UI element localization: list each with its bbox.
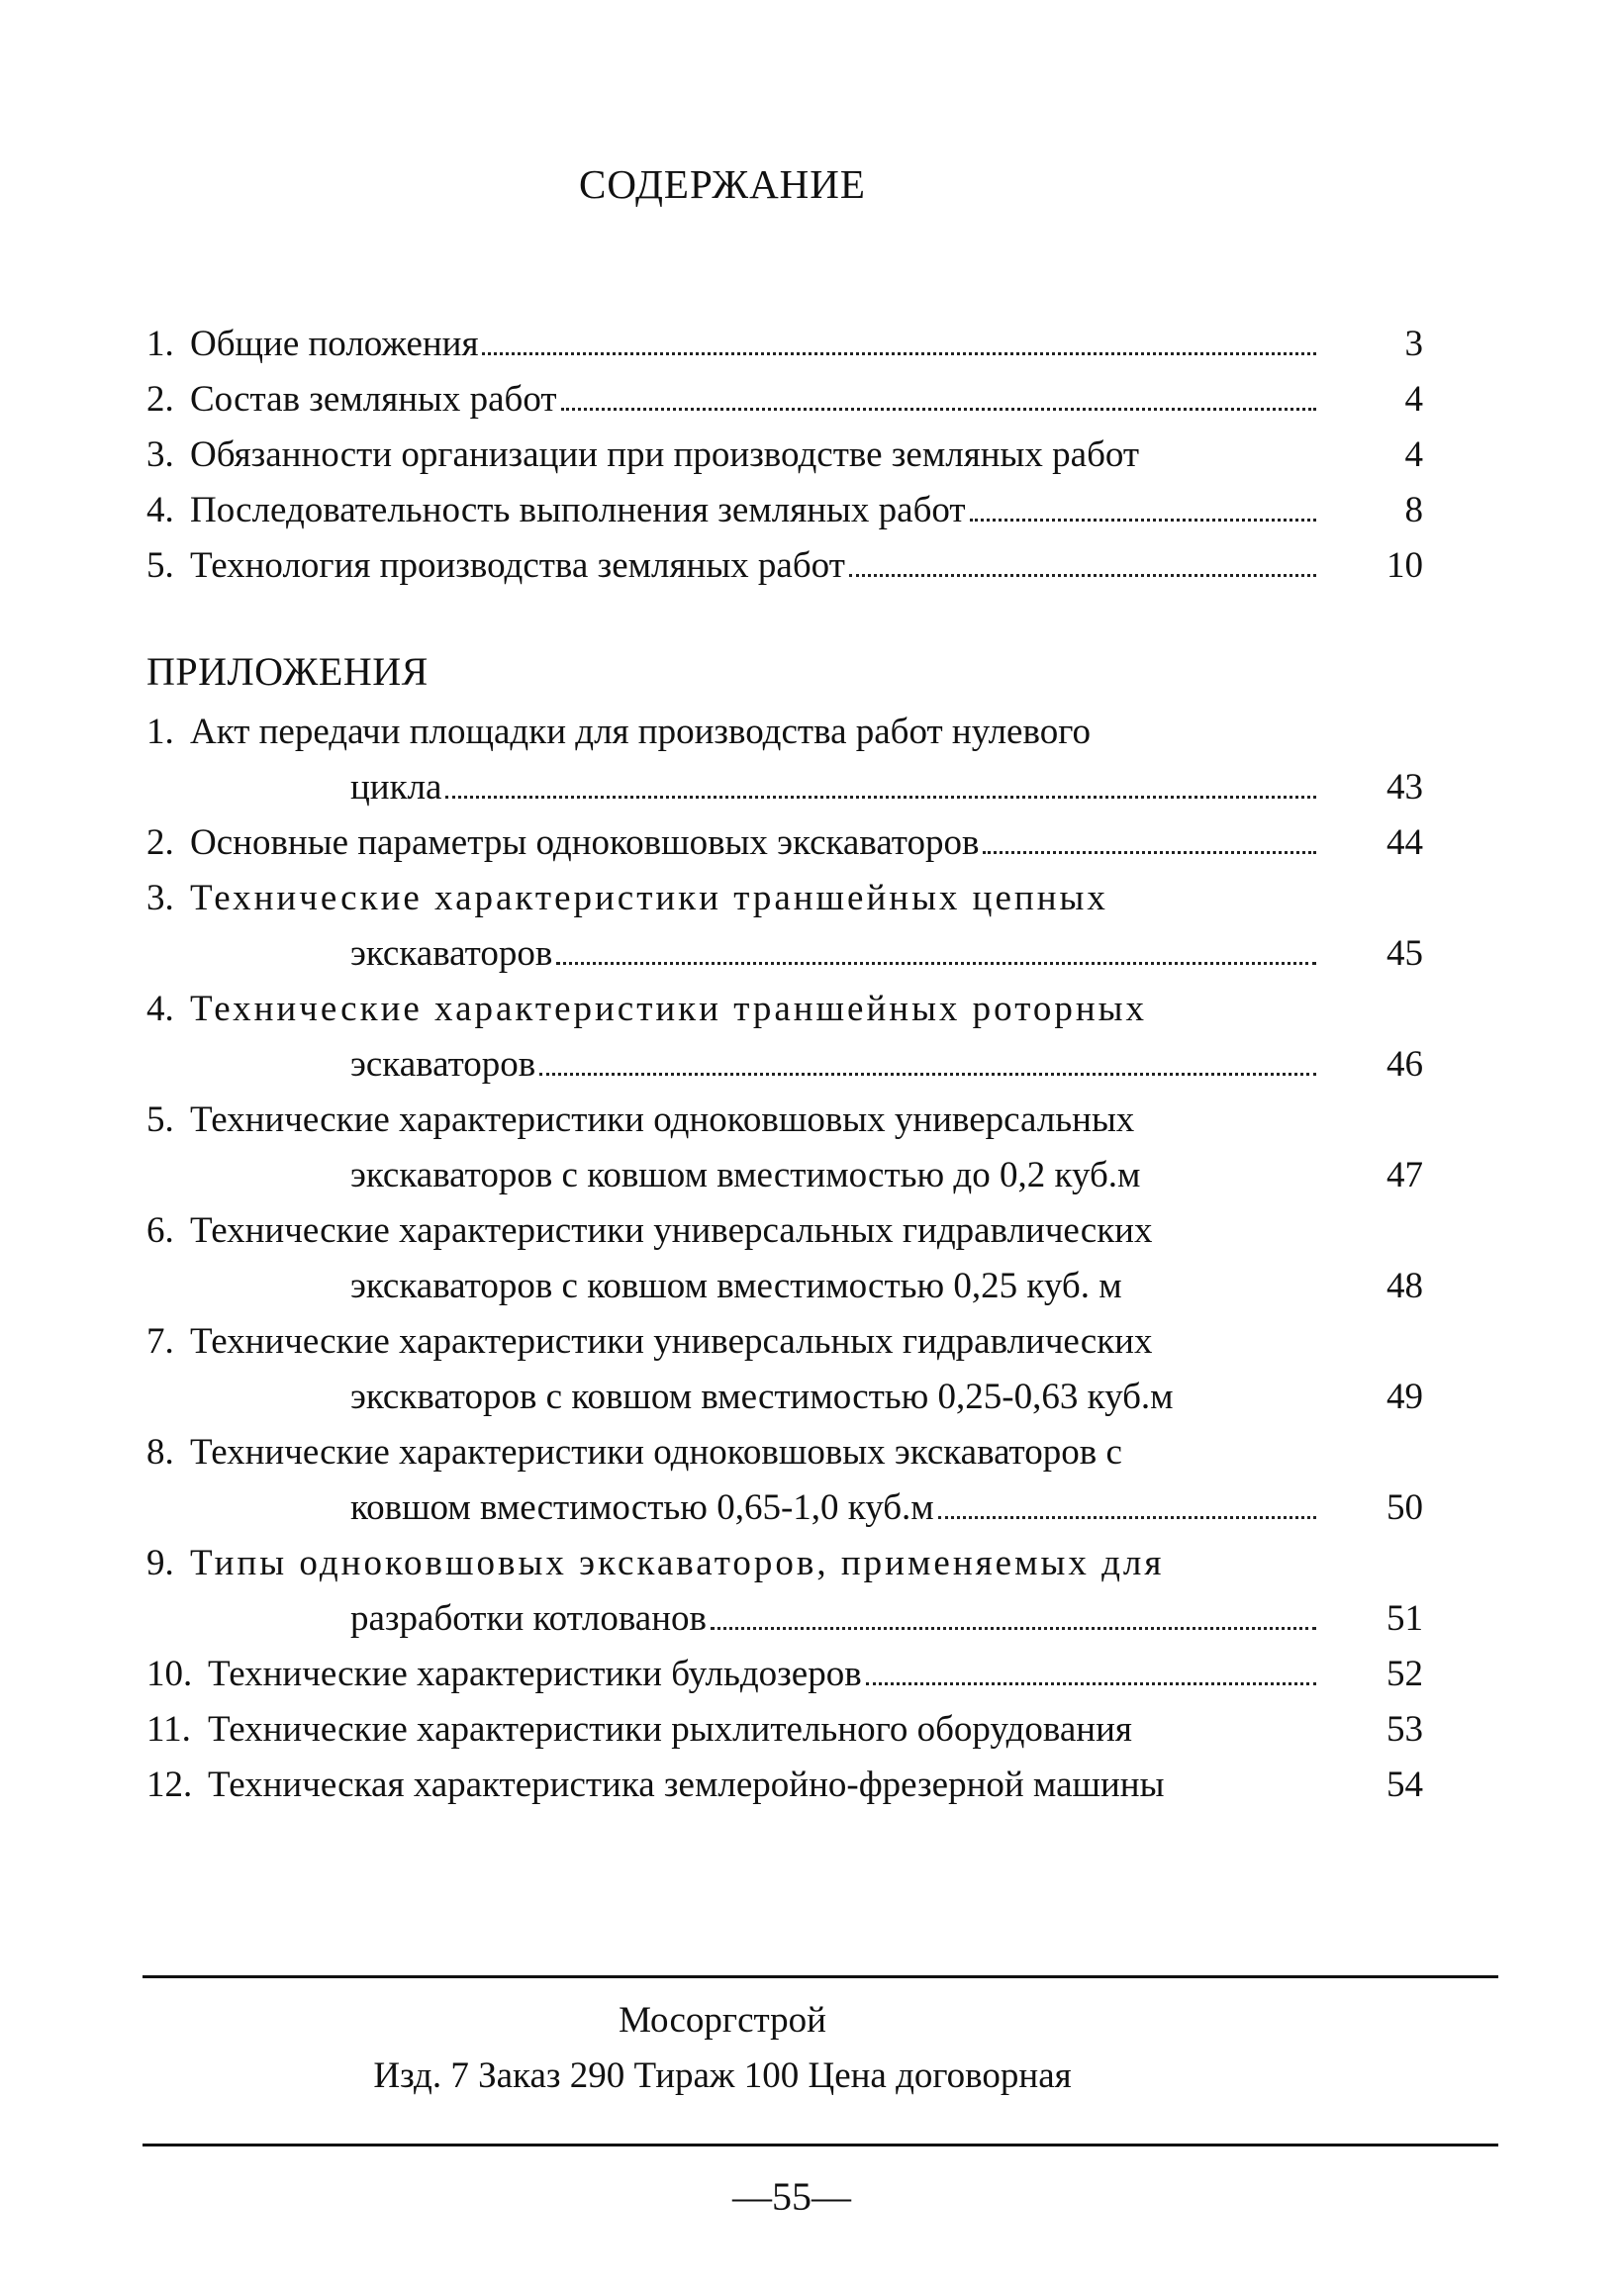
item-title: Общие положения bbox=[190, 324, 479, 364]
item-number: 1. bbox=[146, 712, 174, 752]
item-page: 43 bbox=[1386, 767, 1423, 808]
item-page: 47 bbox=[1386, 1155, 1423, 1195]
item-page: 54 bbox=[1386, 1764, 1423, 1805]
item-number: 12. bbox=[146, 1764, 193, 1805]
footer-bottom-rule bbox=[143, 2144, 1498, 2146]
item-number: 11. bbox=[146, 1709, 191, 1750]
item-title-continued: экскаваторов с ковшом вместимостью 0,25 куб. м bbox=[350, 1266, 1122, 1306]
imprint-line: Изд. 7 Заказ 290 Тираж 100 Цена договорная bbox=[373, 2055, 1072, 2096]
item-page: 4 bbox=[1404, 434, 1423, 475]
appendix-item-continuation bbox=[146, 1480, 1423, 1536]
item-number: 9. bbox=[146, 1543, 174, 1583]
item-title: Технические характеристики одноковшовых экскаваторов с bbox=[190, 1432, 1122, 1473]
table-of-contents bbox=[146, 317, 1423, 1813]
item-page: 49 bbox=[1386, 1377, 1423, 1417]
item-number: 7. bbox=[146, 1321, 174, 1362]
appendix-item[interactable] bbox=[146, 815, 1423, 871]
footer-top-rule bbox=[143, 1975, 1498, 1978]
publisher-name: Мосоргстрой bbox=[619, 2000, 826, 2041]
item-title-continued: разработки котлованов bbox=[350, 1598, 707, 1639]
toc-item[interactable] bbox=[146, 317, 1423, 372]
appendix-item[interactable] bbox=[146, 705, 1423, 760]
appendix-item[interactable] bbox=[146, 871, 1423, 926]
item-title: Технические характеристики траншейных цепных bbox=[190, 878, 1108, 918]
toc-item[interactable] bbox=[146, 483, 1423, 538]
item-page: 46 bbox=[1386, 1044, 1423, 1085]
appendix-heading: ПРИЛОЖЕНИЯ bbox=[146, 649, 429, 694]
dot-leader bbox=[983, 851, 1316, 854]
item-page: 3 bbox=[1404, 324, 1423, 364]
dot-leader bbox=[938, 1516, 1316, 1519]
item-page: 51 bbox=[1386, 1598, 1423, 1639]
item-page: 8 bbox=[1404, 490, 1423, 530]
appendix-item[interactable] bbox=[146, 1647, 1423, 1702]
page-title: СОДЕРЖАНИЕ bbox=[579, 161, 866, 207]
item-title: Технические характеристики бульдозеров bbox=[208, 1654, 862, 1694]
toc-item[interactable] bbox=[146, 428, 1423, 483]
appendix-item-continuation bbox=[146, 1370, 1423, 1425]
dot-leader bbox=[482, 352, 1316, 355]
appendix-item[interactable] bbox=[146, 1203, 1423, 1259]
item-number: 10. bbox=[146, 1654, 193, 1694]
appendix-item[interactable] bbox=[146, 1425, 1423, 1480]
item-title: Технические характеристики одноковшовых универсальных bbox=[190, 1099, 1135, 1140]
item-title: Основные параметры одноковшовых экскаваторов bbox=[190, 822, 980, 863]
appendix-item-continuation bbox=[146, 1037, 1423, 1093]
appendix-item-continuation bbox=[146, 1259, 1423, 1314]
appendix-item[interactable] bbox=[146, 1314, 1423, 1370]
item-title: Акт передачи площадки для производства работ нулевого bbox=[190, 712, 1091, 752]
dot-leader bbox=[849, 574, 1316, 577]
appendix-item-continuation bbox=[146, 760, 1423, 815]
appendix-item[interactable] bbox=[146, 1093, 1423, 1148]
item-number: 3. bbox=[146, 878, 174, 918]
item-title-continued: эскаваторов bbox=[350, 1044, 536, 1085]
appendix-item-continuation bbox=[146, 1591, 1423, 1647]
appendix-item[interactable] bbox=[146, 1758, 1423, 1813]
item-title: Последовательность выполнения земляных работ bbox=[190, 490, 966, 530]
dot-leader bbox=[556, 962, 1316, 965]
appendix-item[interactable] bbox=[146, 1702, 1423, 1758]
appendix-item-continuation bbox=[146, 926, 1423, 982]
appendix-item-continuation bbox=[146, 1148, 1423, 1203]
item-number: 4. bbox=[146, 989, 174, 1029]
item-number: 1. bbox=[146, 324, 174, 364]
item-number: 2. bbox=[146, 379, 174, 420]
item-title: Обязанности организации при производстве земляных работ bbox=[190, 434, 1140, 475]
item-title-continued: экскаваторов bbox=[350, 933, 553, 974]
dot-leader bbox=[445, 796, 1316, 799]
item-title: Технические характеристики рыхлительного оборудования bbox=[208, 1709, 1132, 1750]
item-number: 5. bbox=[146, 545, 174, 586]
item-title: Технические характеристики траншейных роторных bbox=[190, 989, 1148, 1029]
toc-item[interactable] bbox=[146, 538, 1423, 594]
item-page: 52 bbox=[1386, 1654, 1423, 1694]
item-number: 3. bbox=[146, 434, 174, 475]
item-title: Технические характеристики универсальных гидравлических bbox=[190, 1321, 1153, 1362]
dot-leader bbox=[539, 1073, 1316, 1076]
dot-leader bbox=[866, 1682, 1316, 1685]
item-page: 4 bbox=[1404, 379, 1423, 420]
item-page: 50 bbox=[1386, 1487, 1423, 1528]
item-page: 48 bbox=[1386, 1266, 1423, 1306]
item-number: 5. bbox=[146, 1099, 174, 1140]
dot-leader bbox=[711, 1627, 1316, 1630]
item-page: 53 bbox=[1386, 1709, 1423, 1750]
item-page: 10 bbox=[1386, 545, 1423, 586]
item-number: 8. bbox=[146, 1432, 174, 1473]
item-page: 44 bbox=[1386, 822, 1423, 863]
page-number: —55— bbox=[732, 2174, 851, 2219]
item-title-continued: цикла bbox=[350, 767, 442, 808]
item-title: Технические характеристики универсальных гидравлических bbox=[190, 1210, 1153, 1251]
item-title-continued: экскаваторов с ковшом вместимостью до 0,2 куб.м bbox=[350, 1155, 1141, 1195]
dot-leader bbox=[970, 519, 1316, 522]
item-page: 45 bbox=[1386, 933, 1423, 974]
dot-leader bbox=[561, 408, 1316, 411]
item-number: 2. bbox=[146, 822, 174, 863]
item-title: Типы одноковшовых экскаваторов, применяемых для bbox=[190, 1543, 1165, 1583]
item-number: 6. bbox=[146, 1210, 174, 1251]
item-number: 4. bbox=[146, 490, 174, 530]
item-title: Состав земляных работ bbox=[190, 379, 557, 420]
item-title-continued: экскваторов с ковшом вместимостью 0,25-0,63 куб.м bbox=[350, 1377, 1174, 1417]
item-title: Технология производства земляных работ bbox=[190, 545, 845, 586]
appendix-item[interactable] bbox=[146, 1536, 1423, 1591]
appendix-item[interactable] bbox=[146, 982, 1423, 1037]
toc-item[interactable] bbox=[146, 372, 1423, 428]
item-title: Техническая характеристика землеройно-фрезерной машины bbox=[208, 1764, 1165, 1805]
item-title-continued: ковшом вместимостью 0,65-1,0 куб.м bbox=[350, 1487, 934, 1528]
